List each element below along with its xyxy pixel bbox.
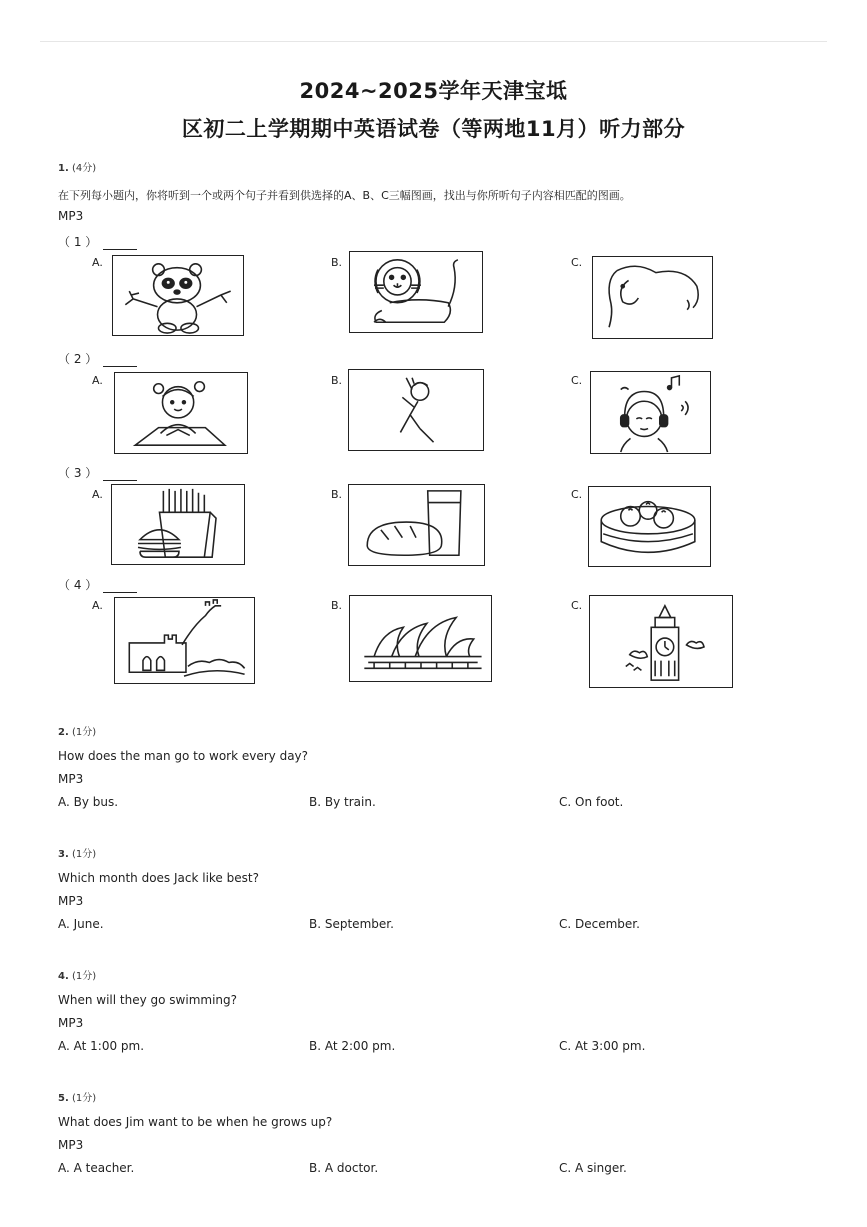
q2-number: 2. bbox=[58, 727, 69, 738]
q2-question: How does the man go to work every day? bbox=[58, 749, 309, 763]
great-wall-icon[interactable] bbox=[114, 597, 255, 684]
q4-option-b[interactable]: B. At 2:00 pm. bbox=[309, 1039, 396, 1053]
big-ben-icon[interactable] bbox=[589, 595, 733, 688]
steamed-buns-icon[interactable] bbox=[588, 486, 711, 567]
q5-option-b[interactable]: B. A doctor. bbox=[309, 1161, 379, 1175]
q3-score: (1分) bbox=[71, 849, 97, 860]
q5-score: (1分) bbox=[71, 1093, 97, 1104]
q1-sub2 bbox=[58, 350, 137, 367]
q2-header bbox=[58, 723, 96, 738]
q1-sub4-label: （ 4 ） bbox=[58, 578, 98, 592]
q5-number: 5. bbox=[58, 1093, 69, 1104]
girl-reading-icon[interactable] bbox=[114, 372, 248, 454]
q3-option-c[interactable]: C. December. bbox=[559, 917, 640, 931]
panda-icon[interactable] bbox=[112, 255, 244, 336]
q1-sub3 bbox=[58, 464, 137, 481]
q1-sub2-label-b: B. bbox=[331, 374, 343, 387]
q4-number: 4. bbox=[58, 971, 69, 982]
q1-sub1-label: （ 1 ） bbox=[58, 235, 98, 249]
q3-option-b[interactable]: B. September. bbox=[309, 917, 394, 931]
q1-score: (4分) bbox=[71, 163, 97, 174]
q5-option-a[interactable]: A. A teacher. bbox=[58, 1161, 135, 1175]
q1-sub4-label-a: A. bbox=[92, 599, 103, 612]
q2-option-b[interactable]: B. By train. bbox=[309, 795, 376, 809]
q1-header bbox=[58, 159, 96, 174]
q3-option-a[interactable]: A. June. bbox=[58, 917, 104, 931]
elephant-icon[interactable] bbox=[592, 256, 713, 339]
q4-question: When will they go swimming? bbox=[58, 993, 237, 1007]
q1-sub2-blank[interactable] bbox=[103, 356, 137, 367]
q5-header bbox=[58, 1089, 96, 1104]
q1-sub4 bbox=[58, 576, 137, 593]
q1-sub3-label-b: B. bbox=[331, 488, 343, 501]
top-divider bbox=[40, 41, 827, 42]
q2-media[interactable]: MP3 bbox=[58, 772, 84, 786]
boy-dancing-icon[interactable] bbox=[348, 369, 484, 451]
sydney-opera-house-icon[interactable] bbox=[349, 595, 492, 682]
q1-sub3-label: （ 3 ） bbox=[58, 466, 98, 480]
q1-sub1 bbox=[58, 233, 137, 250]
q1-sub2-label-a: A. bbox=[92, 374, 103, 387]
q4-option-a[interactable]: A. At 1:00 pm. bbox=[58, 1039, 145, 1053]
q3-header bbox=[58, 845, 96, 860]
page-title-line1: 2024~2025学年天津宝坻 bbox=[299, 79, 568, 103]
bread-milk-icon[interactable] bbox=[348, 484, 485, 566]
q1-sub4-label-c: C. bbox=[571, 599, 583, 612]
q1-sub1-blank[interactable] bbox=[103, 239, 137, 250]
burger-fries-icon[interactable] bbox=[111, 484, 245, 565]
q5-media[interactable]: MP3 bbox=[58, 1138, 84, 1152]
page-title-line2: 区初二上学期期中英语试卷（等两地11月）听力部分 bbox=[181, 117, 686, 141]
q1-sub4-blank[interactable] bbox=[103, 582, 137, 593]
q3-media[interactable]: MP3 bbox=[58, 894, 84, 908]
q5-option-c[interactable]: C. A singer. bbox=[559, 1161, 627, 1175]
q2-score: (1分) bbox=[71, 727, 97, 738]
q4-header bbox=[58, 967, 96, 982]
q1-sub3-label-c: C. bbox=[571, 488, 583, 501]
q2-option-a[interactable]: A. By bus. bbox=[58, 795, 119, 809]
girl-listening-music-icon[interactable] bbox=[590, 371, 711, 454]
q1-number: 1. bbox=[58, 163, 69, 174]
q1-sub2-label-c: C. bbox=[571, 374, 583, 387]
q4-score: (1分) bbox=[71, 971, 97, 982]
q1-sub1-label-a: A. bbox=[92, 256, 103, 269]
lion-icon[interactable] bbox=[349, 251, 483, 333]
q5-question: What does Jim want to be when he grows up? bbox=[58, 1115, 333, 1129]
q2-option-c[interactable]: C. On foot. bbox=[559, 795, 624, 809]
q1-sub1-label-b: B. bbox=[331, 256, 343, 269]
q1-sub2-label: （ 2 ） bbox=[58, 352, 98, 366]
q4-option-c[interactable]: C. At 3:00 pm. bbox=[559, 1039, 646, 1053]
q1-instruction: 在下列每小题内，你将听到一个或两个句子并看到供选择的A、B、C三幅图画，找出与你所听句子内容相匹配的图画。 bbox=[58, 189, 631, 202]
q1-sub3-blank[interactable] bbox=[103, 470, 137, 481]
q1-media[interactable]: MP3 bbox=[58, 209, 84, 223]
q4-media[interactable]: MP3 bbox=[58, 1016, 84, 1030]
q3-number: 3. bbox=[58, 849, 69, 860]
q1-sub4-label-b: B. bbox=[331, 599, 343, 612]
q1-sub3-label-a: A. bbox=[92, 488, 103, 501]
q3-question: Which month does Jack like best? bbox=[58, 871, 259, 885]
q1-sub1-label-c: C. bbox=[571, 256, 583, 269]
